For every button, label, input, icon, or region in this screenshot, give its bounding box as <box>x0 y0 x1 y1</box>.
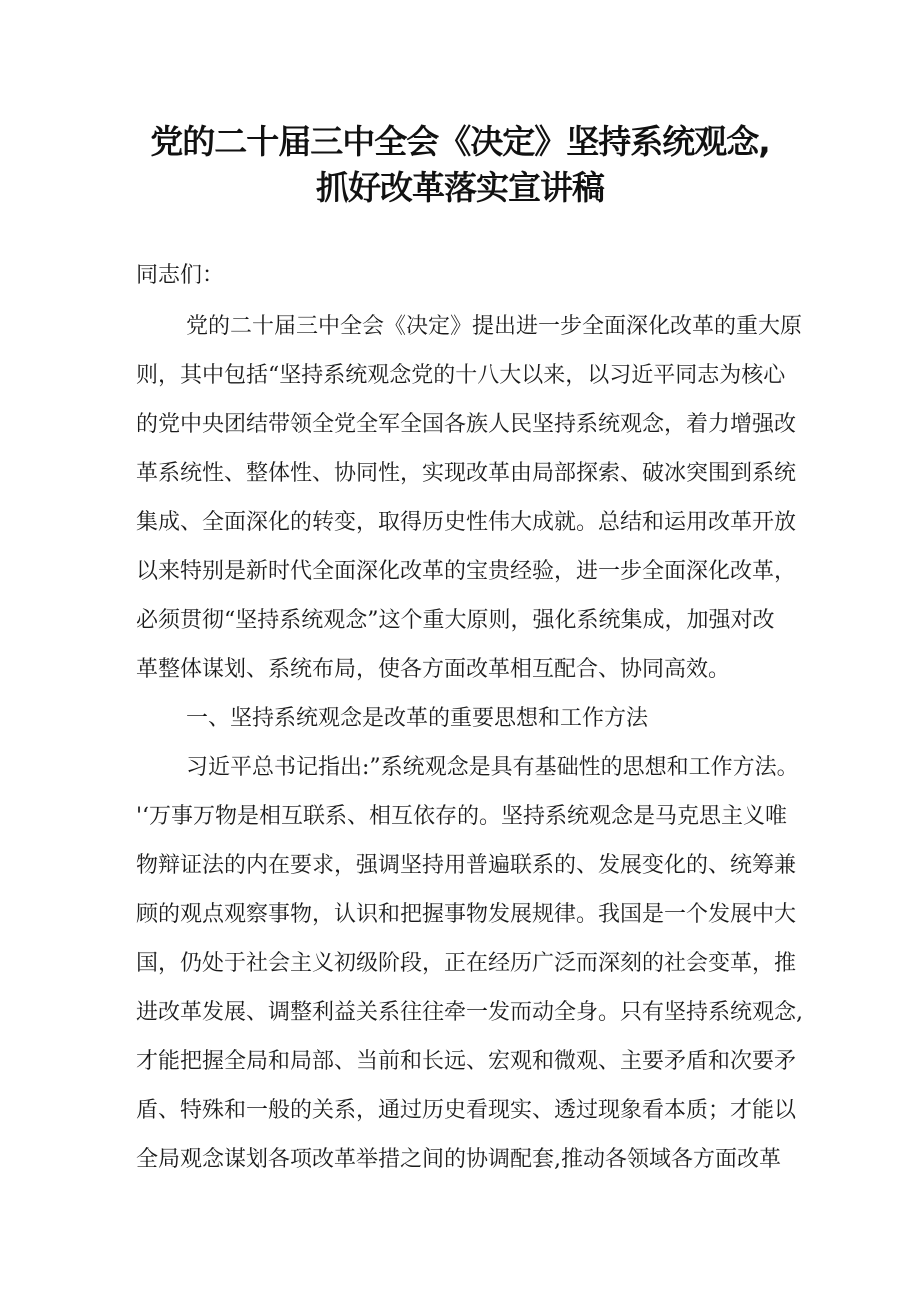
paragraph-line: 集成、全面深化的转变，取得历史性伟大成就。总结和运用改革开放 <box>136 510 797 535</box>
paragraph-line: 顾的观点观察事物，认识和把握事物发展规律。我国是一个发展中大 <box>136 902 797 927</box>
paragraph-line: 习近平总书记指出:”系统观念是具有基础性的思想和工作方法。 <box>186 755 799 780</box>
salutation: 同志们： <box>136 263 225 288</box>
paragraph-line: 国，仍处于社会主义初级阶段，正在经历广泛而深刻的社会变革，推 <box>136 951 797 976</box>
paragraph-line: '‘万事万物是相互联系、相互依存的。坚持系统观念是马克思主义唯 <box>136 804 788 829</box>
document-title-line-1: 党的二十届三中全会《决定》坚持系统观念, <box>150 122 770 161</box>
paragraph-line: 则，其中包括“坚持系统观念党的十八大以来，以习近平同志为核心 <box>136 363 786 388</box>
paragraph-line: 党的二十届三中全会《决定》提出进一步全面深化改革的重大原 <box>186 314 803 339</box>
paragraph-line: 全局观念谋划各项改革举措之间的协调配套,推动各领域各方面改革 <box>136 1147 781 1172</box>
paragraph-line: 盾、特殊和一般的关系，通过历史看现实、透过现象看本质；才能以 <box>136 1098 797 1123</box>
paragraph-line: 革系统性、整体性、协同性，实现改革由局部探索、破冰突围到系统 <box>136 461 797 486</box>
document-title-line-2: 抓好改革落实宣讲稿 <box>316 168 604 207</box>
paragraph-line: 才能把握全局和局部、当前和长远、宏观和微观、主要矛盾和次要矛 <box>136 1049 797 1074</box>
section-heading: 一、坚持系统观念是改革的重要思想和工作方法 <box>186 706 649 731</box>
paragraph-line: 革整体谋划、系统布局，使各方面改革相互配合、协同高效。 <box>136 657 731 682</box>
paragraph-line: 进改革发展、调整利益关系往往牵一发而动全身。只有坚持系统观念, <box>136 1000 803 1025</box>
paragraph-line: 必须贯彻“坚持系统观念”这个重大原则，强化系统集成，加强对改 <box>136 608 775 633</box>
paragraph-line: 以来特别是新时代全面深化改革的宝贵经验，进一步全面深化改革， <box>136 559 797 584</box>
paragraph-line: 的党中央团结带领全党全军全国各族人民坚持系统观念，着力增强改 <box>136 412 797 437</box>
paragraph-line: 物辩证法的内在要求，强调坚持用普遍联系的、发展变化的、统筹兼 <box>136 853 797 878</box>
